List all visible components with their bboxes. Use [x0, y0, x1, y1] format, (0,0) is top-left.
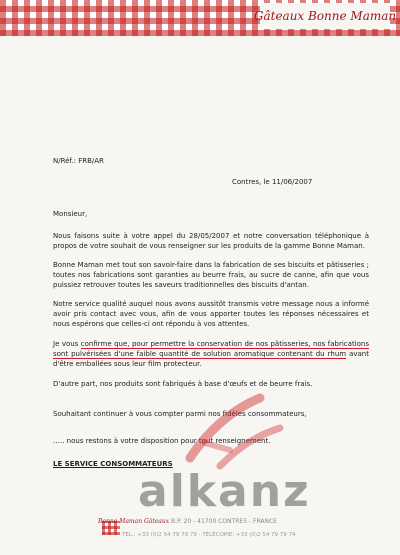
- date-line: Contres, le 11/06/2007: [232, 178, 313, 186]
- paragraph-2: Bonne Maman met tout son savoir-faire dans la fabrication de ses biscuits et pâtisseries ; toutes nos fabrications sont garanties au beurre frais, au sucre de canne, afin que vous puissiez retrouver toutes les saveurs traditionnelles des biscuits d'antan.: [53, 261, 369, 289]
- footer-address: B.P. 20 - 41700 CONTRES - FRANCE: [171, 518, 277, 525]
- paragraph-eggs-butter: D'autre part, nos produits sont fabriqués à base d'œufs et de beurre frais.: [53, 380, 313, 388]
- reference-line: N/Réf.: FRB/AR: [53, 157, 104, 165]
- closing-line-1: Souhaitant continuer à vous compter parmi nos fidèles consommateurs,: [53, 410, 307, 418]
- footer-brand-line: [98, 518, 277, 525]
- watermark-arabic-logo-icon: [180, 388, 290, 473]
- closing-line-2: ….. nous restons à votre disposition pour tout renseignement.: [53, 437, 271, 445]
- signature: LE SERVICE CONSOMMATEURS: [53, 460, 173, 468]
- salutation: Monsieur,: [53, 210, 88, 218]
- footer-brand-name: Bonne Maman Gâteaux: [98, 518, 170, 525]
- highlight-suffix: avant d'être emballées sous leur film protecteur.: [53, 350, 369, 368]
- brand-logo-top: Gâteaux Bonne Maman: [260, 3, 390, 29]
- paragraph-3: Notre service qualité auquel nous avons aussitôt transmis votre message nous a informé avoir pris contact avec vous, afin de vous apporter toutes les réponses nécessaires et nous espérons que celles-ci ont répondu à vos attentes.: [53, 300, 369, 328]
- highlight-underlined-text: confirme que, pour permettre la conservation de nos pâtisseries, nos fabrications sont pulvérisées d'une faible quantité de solution aromatique contenant du rhum: [53, 340, 369, 358]
- watermark-text: alkanz: [138, 466, 311, 517]
- paragraph-rhum-highlight: [53, 339, 369, 369]
- footer-contact: TÉL.: +33 (0)2 54 79 79 79 - TÉLÉCOPIE: +33 (0)2 54 79 79 74: [122, 532, 296, 538]
- highlight-prefix: Je vous: [53, 340, 81, 348]
- paragraph-1: Nous faisons suite à votre appel du 28/05/2007 et notre conversation téléphonique à propos de votre souhait de vous renseigner sur les produits de la gamme Bonne Maman.: [53, 232, 369, 250]
